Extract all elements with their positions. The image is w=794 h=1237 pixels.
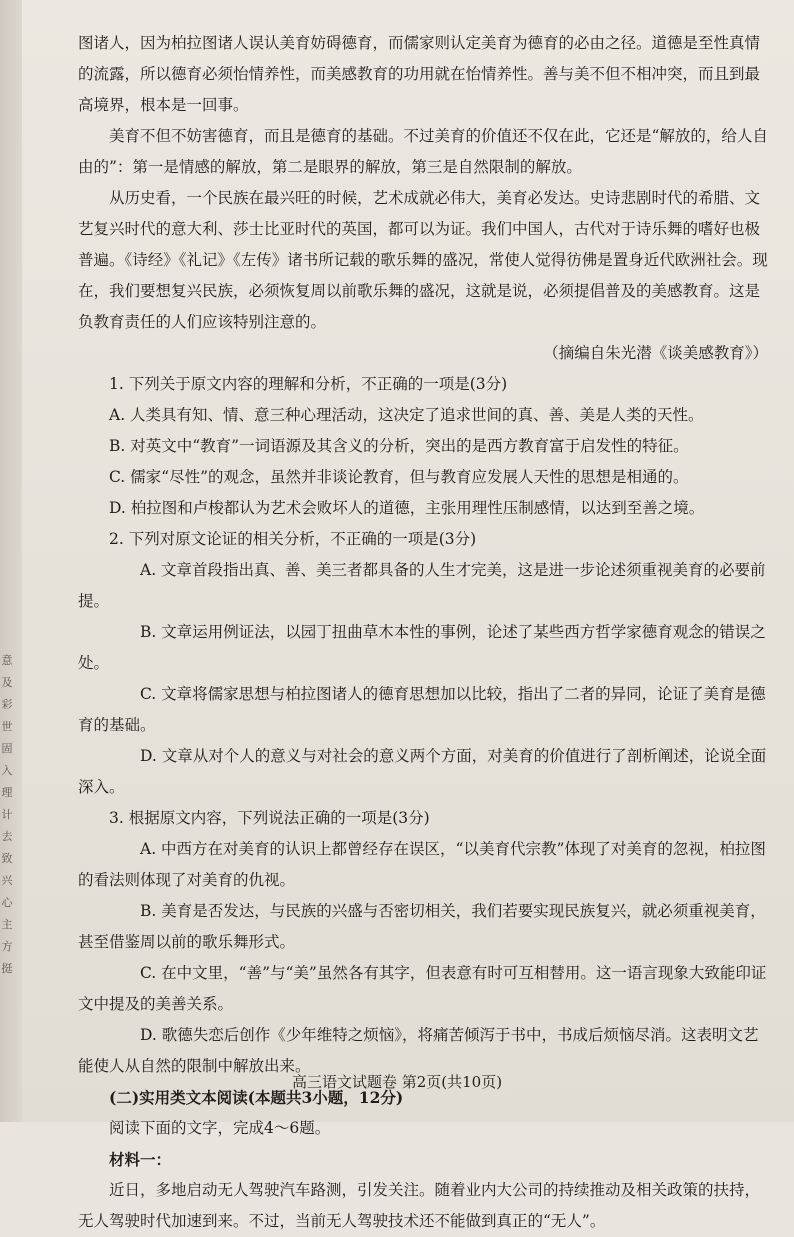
question-1-option-b: B. 对英文中“教育”一词语源及其含义的分析，突出的是西方教育富于启发性的特征。 [109, 437, 689, 455]
question-1-stem: 1. 下列关于原文内容的理解和分析，不正确的一项是(3分) [109, 375, 508, 393]
passage-source: （摘编自朱光潜《谈美感教育》） [543, 344, 768, 362]
passage-paragraph: 图诸人，因为柏拉图诸人误认美育妨碍德育，而儒家则认定美育为德育的必由之径。道德是至性真情的流露，所以德育必须怡情养性，而美感教育的功用就在怡情养性。善与美不但不相冲突，而且到最高境界，根本是一回事。 [78, 34, 761, 114]
question-2-stem: 2. 下列对原文论证的相关分析，不正确的一项是(3分) [109, 530, 477, 548]
question-3-option-a: A. 中西方在对美育的认识上都曾经存在误区，“以美育代宗教”体现了对美育的忽视，柏拉图的看法则体现了对美育的仇视。 [78, 840, 766, 889]
question-1-option-c: C. 儒家“尽性”的观念，虽然并非谈论教育，但与教育应发展人天性的思想是相通的。 [109, 468, 689, 486]
question-2-option-c: C. 文章将儒家思想与柏拉图诸人的德育思想加以比较，指出了二者的异同，论证了美育是德育的基础。 [78, 685, 766, 734]
question-1-option-a: A. 人类具有知、情、意三种心理活动，这决定了追求世间的真、善、美是人类的天性。 [109, 406, 704, 424]
question-3-option-d: D. 歌德失恋后创作《少年维特之烦恼》，将痛苦倾泻于书中，书成后烦恼尽消。这表明文艺能使人从自然的限制中解放出来。 [78, 1026, 759, 1075]
question-2-option-b: B. 文章运用例证法，以园丁扭曲草木本性的事例，论述了某些西方哲学家德育观念的错误之处。 [78, 623, 766, 672]
material-label: 材料一： [109, 1150, 172, 1169]
section-instruction: 阅读下面的文字，完成4～6题。 [109, 1119, 331, 1137]
question-3-option-c: C. 在中文里，“善”与“美”虽然各有其字，但表意有时可互相替用。这一语言现象大致能印证文中提及的美善关系。 [78, 964, 767, 1013]
question-2-option-a: A. 文章首段指出真、善、美三者都具备的人生才完美，这是进一步论述须重视美育的必要前提。 [78, 561, 766, 610]
material-text: 近日，多地启动无人驾驶汽车路测，引发关注。随着业内大公司的持续推动及相关政策的扶持，无人驾驶时代加速到来。不过，当前无人驾驶技术还不能做到真正的“无人”。 [78, 1181, 761, 1230]
question-1-option-d: D. 柏拉图和卢梭都认为艺术会败坏人的道德，主张用理性压制感情，以达到至善之境。 [109, 499, 705, 517]
passage-paragraph: 美育不但不妨害德育，而且是德育的基础。不过美育的价值还不仅在此，它还是“解放的，给人自由的”：第一是情感的解放，第二是眼界的解放，第三是自然限制的解放。 [78, 127, 768, 176]
question-2-option-d: D. 文章从对个人的意义与对社会的意义两个方面，对美育的价值进行了剖析阐述，论说全面深入。 [78, 747, 767, 796]
margin-notes: 意 及 彩 世 固 入 理 计 去 致 兴 心 主 方 挺 [1, 654, 13, 975]
question-3-stem: 3. 根据原文内容，下列说法正确的一项是(3分) [109, 809, 430, 827]
question-3-option-b: B. 美育是否发达，与民族的兴盛与否密切相关，我们若要实现民族复兴，就必须重视美育，甚至借鉴周以前的歌乐舞形式。 [78, 902, 766, 951]
page-footer: 高三语文试题卷 第2页(共10页) [291, 1073, 503, 1091]
passage-paragraph: 从历史看，一个民族在最兴旺的时候，艺术成就必伟大，美育必发达。史诗悲剧时代的希腊、文艺复兴时代的意大利、莎士比亚时代的英国，都可以为证。我们中国人，古代对于诗乐舞的嗜好也极普遍。《诗经》《礼记》《左传》诸书所记载的歌乐舞的盛况，常使人觉得彷佛是置身近代欧洲社会。现在，我们要想复兴民族，必须恢复周以前歌乐舞的盛况，这就是说，必须提倡普及的美感教育。这是负教育责任的人们应该特别注意的。 [78, 189, 768, 331]
section-heading: (二)实用类文本阅读(本题共3小题，12分) [109, 1088, 404, 1107]
page-content [78, 28, 768, 1237]
